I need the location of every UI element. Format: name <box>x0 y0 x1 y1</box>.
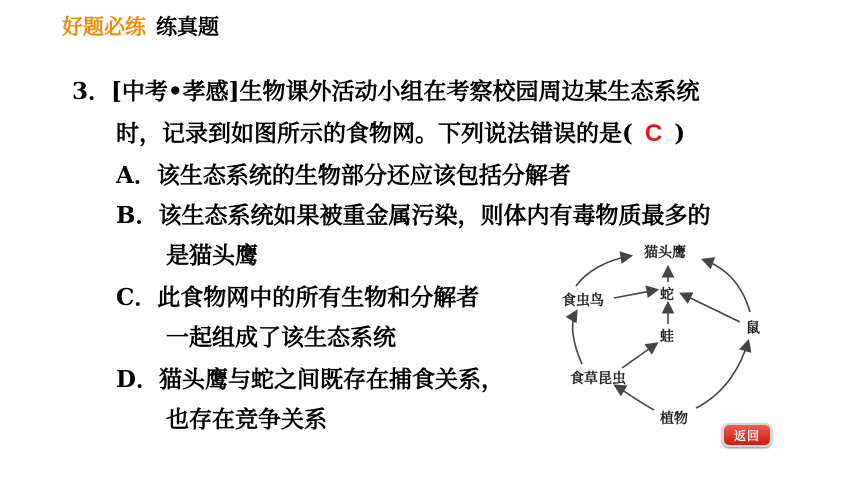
answer-letter: C <box>644 120 663 147</box>
option-d-line1: D．猫头鹰与蛇之间既存在捕食关系， <box>116 366 504 393</box>
node-plant: 植物 <box>660 411 688 427</box>
node-frog: 蛙 <box>660 329 674 345</box>
arrow-plant-to-mouse <box>696 342 748 408</box>
node-owl: 猫头鹰 <box>644 245 686 261</box>
back-button[interactable]: 返回 <box>722 423 772 447</box>
option-b-line2: 是猫头鹰 <box>166 242 258 269</box>
section-title: 练真题 <box>156 15 219 39</box>
node-insectivorous-bird: 食虫鸟 <box>562 293 604 309</box>
option-a: A．该生态系统的生物部分还应该包括分解者 <box>116 162 571 189</box>
question-stem-line1: 3．[中考•孝感]生物课外活动小组在考察校园周边某生态系统 <box>72 78 700 105</box>
arrow-insect-to-frog <box>622 344 656 368</box>
header-bar <box>62 8 219 44</box>
arrow-bird-to-owl <box>576 256 630 286</box>
option-d-line2: 也存在竞争关系 <box>166 406 327 433</box>
node-herbivorous-insect: 食草昆虫 <box>570 371 626 387</box>
node-mouse: 鼠 <box>744 320 760 334</box>
arrow-insect-to-bird <box>573 312 582 364</box>
brand-title: 好题必练 <box>62 15 146 39</box>
food-web-arrows <box>556 232 760 432</box>
question-stem-close: ) <box>674 120 686 147</box>
question-stem-line2 <box>116 118 685 150</box>
food-web-diagram <box>556 232 760 432</box>
option-c-line1: C．此食物网中的所有生物和分解者 <box>116 284 480 311</box>
arrow-plant-to-insect <box>616 386 654 410</box>
option-b-line1: B．该生态系统如果被重金属污染，则体内有毒物质最多的 <box>116 202 711 229</box>
option-c-line2: 一起组成了该生态系统 <box>166 324 396 351</box>
arrow-bird-to-snake <box>614 290 656 298</box>
arrow-mouse-to-owl <box>704 260 750 312</box>
question-stem-text: 时，记录到如图所示的食物网。下列说法错误的是( <box>116 120 633 147</box>
arrow-mouse-to-snake <box>682 294 740 322</box>
node-snake: 蛇 <box>660 287 674 303</box>
